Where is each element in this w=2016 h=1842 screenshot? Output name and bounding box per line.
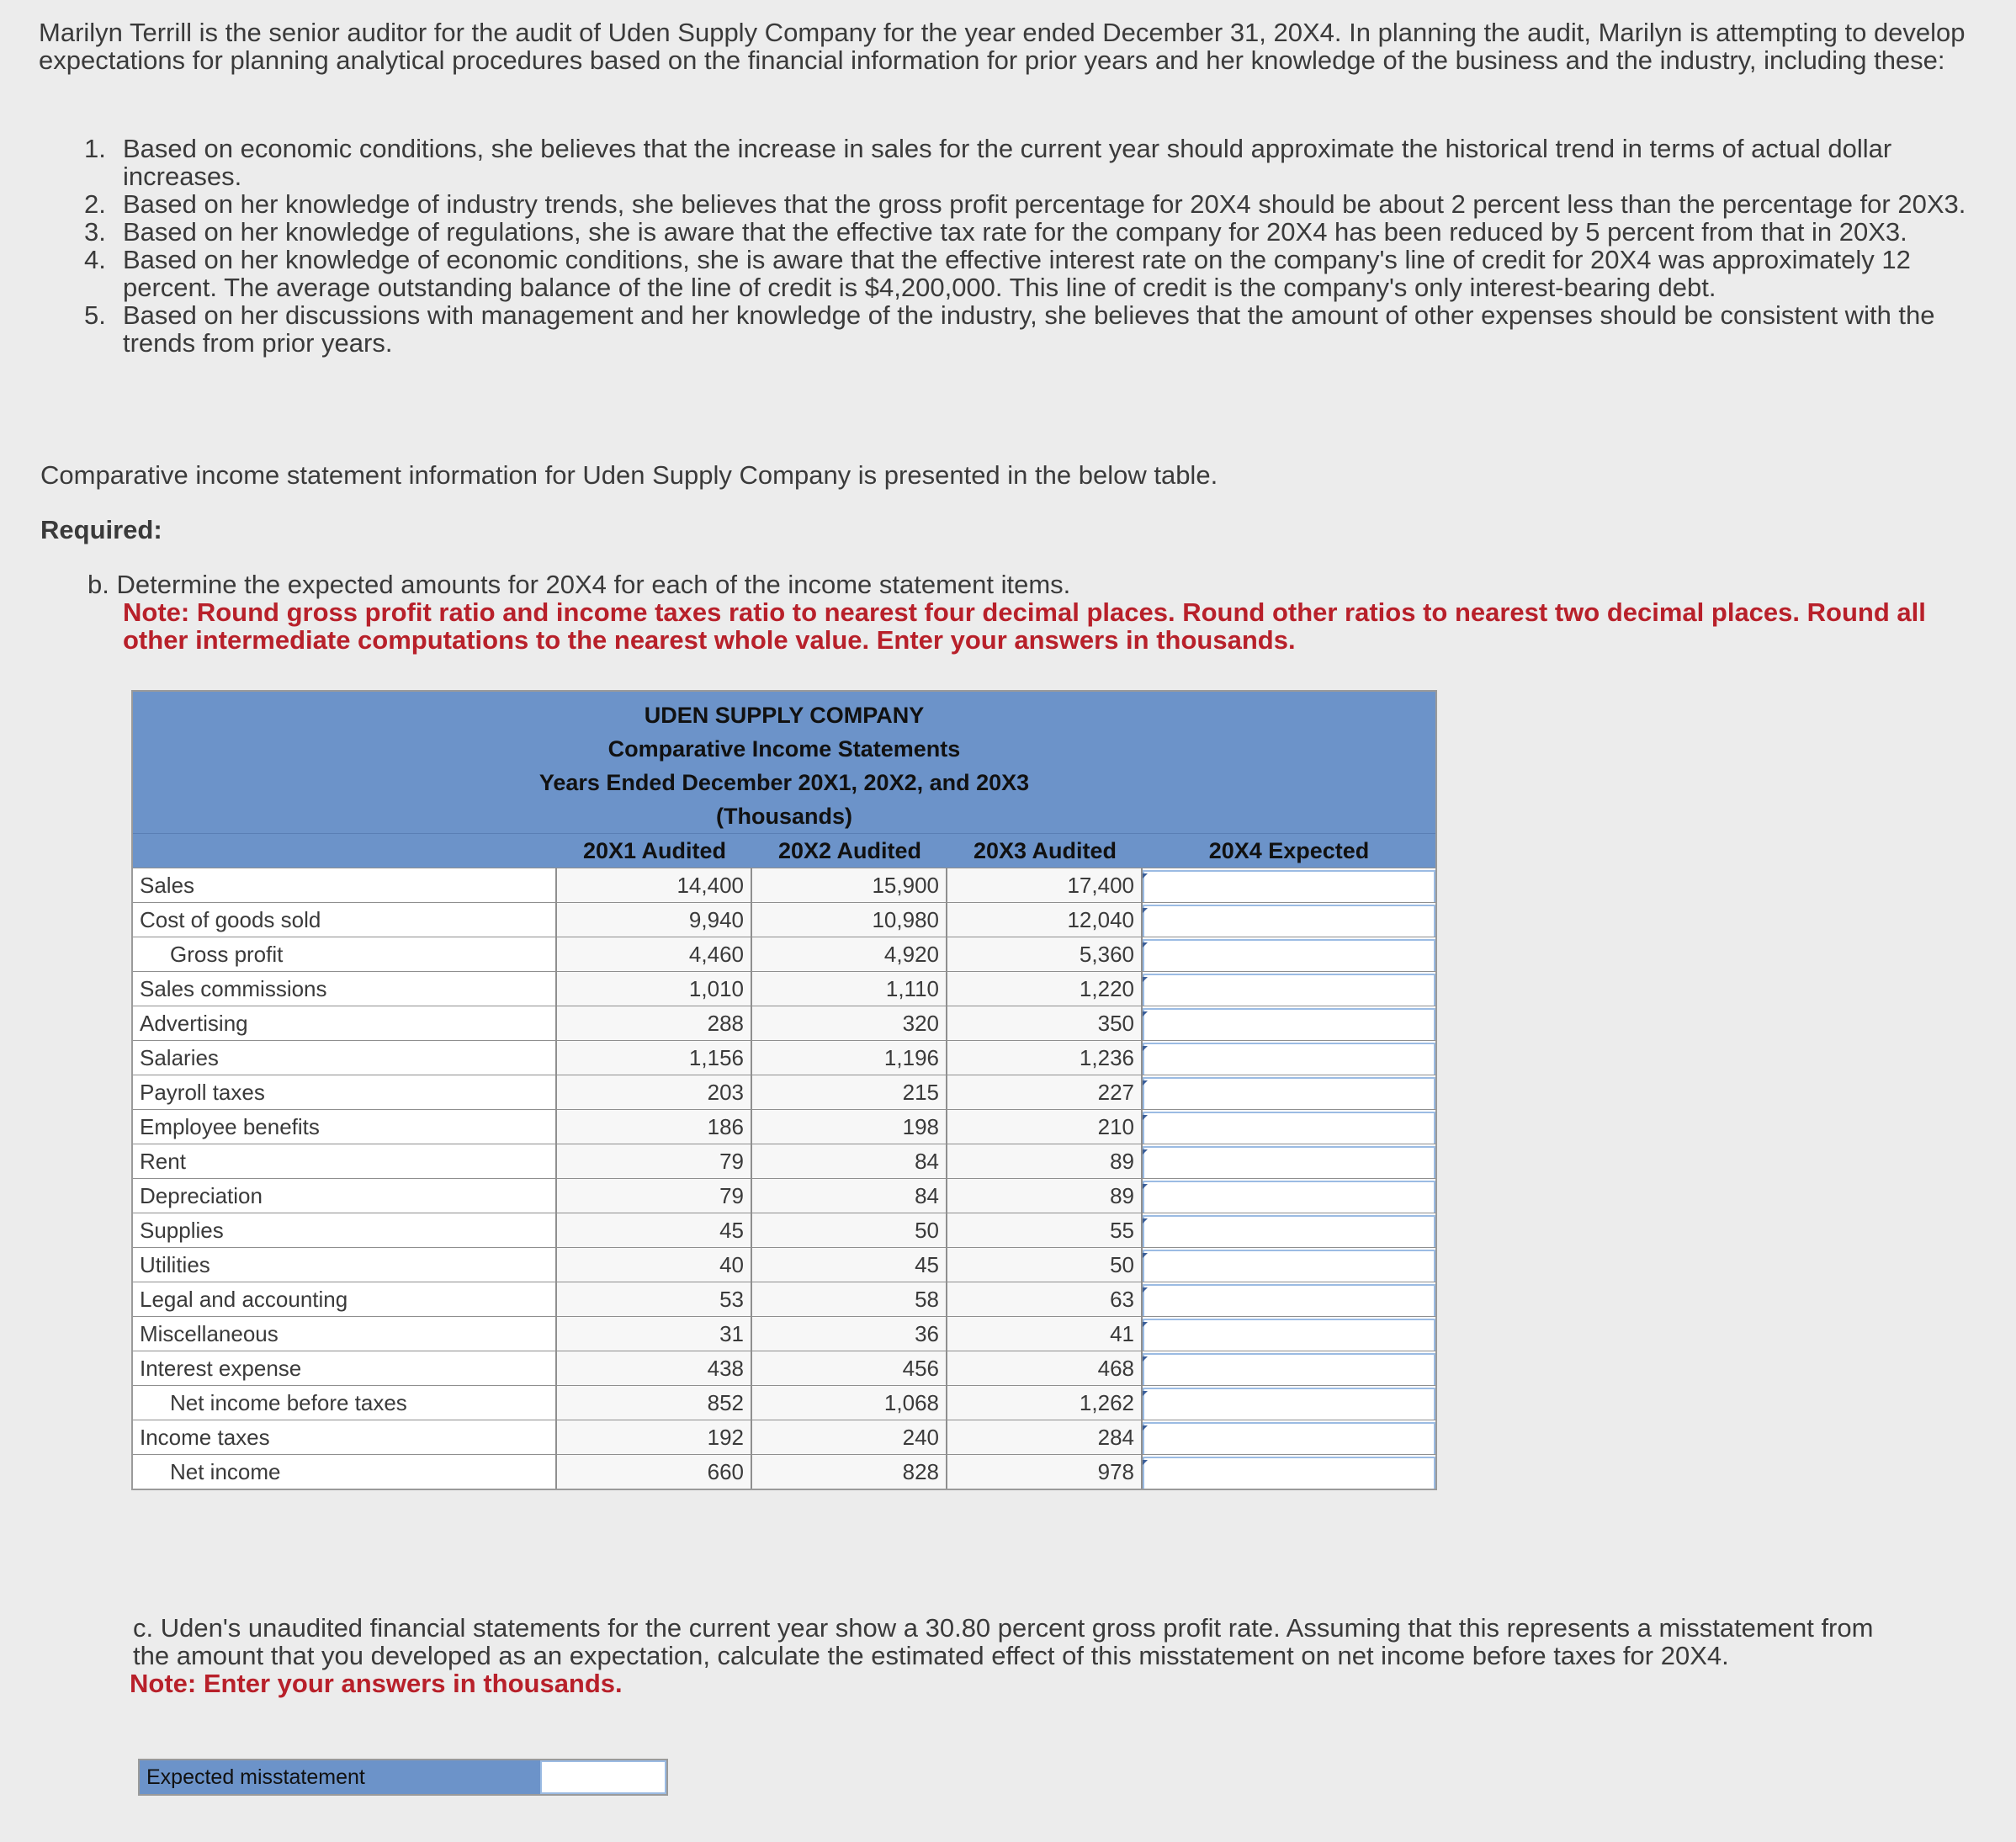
value-cell-20x3: 63 bbox=[947, 1282, 1143, 1316]
part-b-note: Note: Round gross profit ratio and income taxes ratio to nearest four decimal places. Round other ratios to nearest two decimal places. Round all other intermediate computations to the nearest whole value. Enter your answers in thousands. bbox=[123, 597, 1926, 655]
expected-cell bbox=[1143, 1317, 1435, 1351]
expected-cell bbox=[1143, 1006, 1435, 1040]
expected-20x4-input[interactable] bbox=[1143, 1112, 1435, 1144]
expected-cell bbox=[1143, 972, 1435, 1006]
row-label: Employee benefits bbox=[133, 1110, 557, 1144]
table-row bbox=[133, 1316, 1435, 1351]
expected-20x4-input[interactable] bbox=[1143, 1008, 1435, 1040]
row-label: Rent bbox=[133, 1144, 557, 1178]
table-row bbox=[133, 1351, 1435, 1385]
expected-misstatement-label: Expected misstatement bbox=[140, 1760, 540, 1794]
condition-text: Based on her discussions with management and her knowledge of the industry, she believes that the amount of other expenses should be consistent with the trends from prior years. bbox=[123, 300, 1935, 358]
value-cell-20x3: 41 bbox=[947, 1317, 1143, 1351]
expected-20x4-input[interactable] bbox=[1143, 974, 1435, 1006]
condition-text: Based on her knowledge of industry trends, she believes that the gross profit percentage for 20X4 should be about 2 percent less than the percentage for 20X3. bbox=[123, 189, 1966, 219]
value-cell-20x3: 1,262 bbox=[947, 1386, 1143, 1420]
input-marker-icon bbox=[1143, 1287, 1148, 1293]
table-row bbox=[133, 902, 1435, 937]
expected-20x4-input[interactable] bbox=[1143, 905, 1435, 937]
condition-item bbox=[84, 218, 1977, 246]
value-cell-20x1: 14,400 bbox=[557, 868, 752, 902]
expected-20x4-input[interactable] bbox=[1143, 1353, 1435, 1385]
expected-cell bbox=[1143, 903, 1435, 937]
input-marker-icon bbox=[1143, 1425, 1148, 1431]
input-marker-icon bbox=[1143, 873, 1148, 879]
expected-20x4-input[interactable] bbox=[1143, 1146, 1435, 1178]
expected-cell bbox=[1143, 1075, 1435, 1109]
value-cell-20x2: 1,068 bbox=[752, 1386, 947, 1420]
condition-number: 1. bbox=[84, 134, 106, 163]
expected-cell bbox=[1143, 937, 1435, 971]
condition-number: 5. bbox=[84, 300, 106, 330]
value-cell-20x2: 4,920 bbox=[752, 937, 947, 971]
part-c-text: c. Uden's unaudited financial statements for the current year show a 30.80 percent gross profit rate. Assuming that this represents a misstatement from the amount that you developed as an expectation, calculate the estimated effect of this misstatement on net income before taxes for 20X4. bbox=[133, 1613, 1874, 1670]
value-cell-20x1: 53 bbox=[557, 1282, 752, 1316]
value-cell-20x3: 5,360 bbox=[947, 937, 1143, 971]
input-marker-icon bbox=[1143, 942, 1148, 948]
value-cell-20x2: 215 bbox=[752, 1075, 947, 1109]
expected-20x4-input[interactable] bbox=[1143, 1181, 1435, 1213]
value-cell-20x3: 89 bbox=[947, 1144, 1143, 1178]
value-cell-20x3: 1,236 bbox=[947, 1041, 1143, 1075]
value-cell-20x3: 350 bbox=[947, 1006, 1143, 1040]
input-marker-icon bbox=[1143, 908, 1148, 913]
table-row bbox=[133, 1006, 1435, 1040]
table-row bbox=[133, 1075, 1435, 1109]
expected-20x4-input[interactable] bbox=[1143, 1388, 1435, 1420]
value-cell-20x3: 227 bbox=[947, 1075, 1143, 1109]
value-cell-20x1: 1,156 bbox=[557, 1041, 752, 1075]
expected-cell bbox=[1143, 868, 1435, 902]
statement-period: Years Ended December 20X1, 20X2, and 20X3 bbox=[538, 770, 1030, 795]
value-cell-20x2: 58 bbox=[752, 1282, 947, 1316]
value-cell-20x1: 852 bbox=[557, 1386, 752, 1420]
value-cell-20x2: 84 bbox=[752, 1144, 947, 1178]
conditions-list bbox=[84, 135, 1977, 357]
company-name: UDEN SUPPLY COMPANY bbox=[644, 703, 925, 728]
value-cell-20x1: 192 bbox=[557, 1420, 752, 1454]
input-marker-icon bbox=[1143, 1011, 1148, 1017]
table-row bbox=[133, 971, 1435, 1006]
row-label: Utilities bbox=[133, 1248, 557, 1282]
table-row bbox=[133, 1040, 1435, 1075]
expected-cell bbox=[1143, 1386, 1435, 1420]
table-row bbox=[133, 868, 1435, 902]
table-header bbox=[133, 692, 1435, 833]
comparative-text: Comparative income statement information for Uden Supply Company is presented in the below table. bbox=[40, 460, 1218, 490]
table-row bbox=[133, 1109, 1435, 1144]
table-row bbox=[133, 1420, 1435, 1454]
value-cell-20x1: 4,460 bbox=[557, 937, 752, 971]
value-cell-20x3: 17,400 bbox=[947, 868, 1143, 902]
table-row bbox=[133, 1282, 1435, 1316]
value-cell-20x2: 10,980 bbox=[752, 903, 947, 937]
expected-20x4-input[interactable] bbox=[1143, 1284, 1435, 1316]
input-marker-icon bbox=[1143, 1391, 1148, 1396]
row-label: Legal and accounting bbox=[133, 1282, 557, 1316]
intro-paragraph: Marilyn Terrill is the senior auditor for the audit of Uden Supply Company for the year ended December 31, 20X4. In planning the audit, Marilyn is attempting to develop expectations for planning analytical procedures based on the financial information for prior years and her knowledge of the business and the industry, including these: bbox=[39, 18, 1966, 75]
value-cell-20x3: 210 bbox=[947, 1110, 1143, 1144]
expected-20x4-input[interactable] bbox=[1143, 1457, 1435, 1489]
table-row bbox=[133, 937, 1435, 971]
row-label: Sales bbox=[133, 868, 557, 902]
value-cell-20x1: 45 bbox=[557, 1213, 752, 1247]
part-b-instructions bbox=[88, 571, 1939, 654]
column-header-20x1: 20X1 Audited bbox=[582, 838, 727, 863]
expected-20x4-input[interactable] bbox=[1143, 939, 1435, 971]
value-cell-20x2: 15,900 bbox=[752, 868, 947, 902]
value-cell-20x3: 89 bbox=[947, 1179, 1143, 1213]
value-cell-20x2: 456 bbox=[752, 1351, 947, 1385]
table-body bbox=[133, 868, 1435, 1489]
value-cell-20x1: 31 bbox=[557, 1317, 752, 1351]
expected-cell bbox=[1143, 1455, 1435, 1489]
expected-cell bbox=[1143, 1144, 1435, 1178]
part-c-instructions bbox=[130, 1614, 1913, 1697]
input-marker-icon bbox=[1143, 1115, 1148, 1120]
expected-misstatement-row bbox=[138, 1759, 668, 1796]
value-cell-20x1: 40 bbox=[557, 1248, 752, 1282]
expected-20x4-input[interactable] bbox=[1143, 870, 1435, 902]
expected-cell bbox=[1143, 1420, 1435, 1454]
expected-cell bbox=[1143, 1282, 1435, 1316]
expected-misstatement-input[interactable] bbox=[540, 1760, 666, 1794]
value-cell-20x3: 55 bbox=[947, 1213, 1143, 1247]
statement-title: Comparative Income Statements bbox=[607, 736, 961, 762]
condition-number: 4. bbox=[84, 245, 106, 274]
value-cell-20x3: 1,220 bbox=[947, 972, 1143, 1006]
required-label: Required: bbox=[40, 515, 162, 544]
row-label: Gross profit bbox=[133, 937, 557, 971]
input-marker-icon bbox=[1143, 1356, 1148, 1362]
value-cell-20x3: 12,040 bbox=[947, 903, 1143, 937]
table-row bbox=[133, 1385, 1435, 1420]
value-cell-20x2: 84 bbox=[752, 1179, 947, 1213]
value-cell-20x1: 9,940 bbox=[557, 903, 752, 937]
row-label: Cost of goods sold bbox=[133, 903, 557, 937]
part-c-note: Note: Enter your answers in thousands. bbox=[130, 1669, 623, 1698]
value-cell-20x2: 320 bbox=[752, 1006, 947, 1040]
value-cell-20x3: 50 bbox=[947, 1248, 1143, 1282]
row-label: Miscellaneous bbox=[133, 1317, 557, 1351]
input-marker-icon bbox=[1143, 1149, 1148, 1155]
input-marker-icon bbox=[1143, 1184, 1148, 1189]
table-row bbox=[133, 1144, 1435, 1178]
expected-20x4-input[interactable] bbox=[1143, 1077, 1435, 1109]
input-marker-icon bbox=[1143, 1322, 1148, 1327]
row-label: Salaries bbox=[133, 1041, 557, 1075]
table-row bbox=[133, 1454, 1435, 1489]
expected-20x4-input[interactable] bbox=[1143, 1043, 1435, 1075]
input-marker-icon bbox=[1143, 1080, 1148, 1086]
expected-cell bbox=[1143, 1110, 1435, 1144]
income-statement-table bbox=[131, 690, 1437, 1490]
expected-20x4-input[interactable] bbox=[1143, 1319, 1435, 1351]
row-label: Income taxes bbox=[133, 1420, 557, 1454]
value-cell-20x1: 203 bbox=[557, 1075, 752, 1109]
statement-units: (Thousands) bbox=[716, 804, 852, 829]
column-header-label bbox=[133, 834, 557, 868]
row-label: Net income before taxes bbox=[133, 1386, 557, 1420]
input-marker-icon bbox=[1143, 1460, 1148, 1465]
input-marker-icon bbox=[1143, 1253, 1148, 1258]
value-cell-20x2: 36 bbox=[752, 1317, 947, 1351]
value-cell-20x1: 186 bbox=[557, 1110, 752, 1144]
condition-text: Based on her knowledge of economic conditions, she is aware that the effective interest rate on the company's line of credit for 20X4 was approximately 12 percent. The average outstanding balance of the line of credit is $4,200,000. This line of credit is the company's only interest-bearing debt. bbox=[123, 245, 1911, 302]
input-marker-icon bbox=[1143, 1218, 1148, 1224]
value-cell-20x2: 1,196 bbox=[752, 1041, 947, 1075]
expected-20x4-input[interactable] bbox=[1143, 1215, 1435, 1247]
condition-item bbox=[84, 190, 1977, 218]
value-cell-20x1: 288 bbox=[557, 1006, 752, 1040]
value-cell-20x3: 978 bbox=[947, 1455, 1143, 1489]
value-cell-20x1: 79 bbox=[557, 1179, 752, 1213]
expected-cell bbox=[1143, 1213, 1435, 1247]
table-row bbox=[133, 1178, 1435, 1213]
input-marker-icon bbox=[1143, 1046, 1148, 1051]
row-label: Supplies bbox=[133, 1213, 557, 1247]
input-marker-icon bbox=[1143, 977, 1148, 982]
value-cell-20x2: 45 bbox=[752, 1248, 947, 1282]
expected-cell bbox=[1143, 1248, 1435, 1282]
value-cell-20x1: 438 bbox=[557, 1351, 752, 1385]
table-row bbox=[133, 1247, 1435, 1282]
condition-text: Based on economic conditions, she believes that the increase in sales for the current year should approximate the historical trend in terms of actual dollar increases. bbox=[123, 134, 1892, 191]
row-label: Interest expense bbox=[133, 1351, 557, 1385]
expected-cell bbox=[1143, 1351, 1435, 1385]
value-cell-20x2: 198 bbox=[752, 1110, 947, 1144]
condition-number: 3. bbox=[84, 217, 106, 247]
part-b-text: b. Determine the expected amounts for 20X4 for each of the income statement items. bbox=[88, 570, 1071, 599]
value-cell-20x1: 79 bbox=[557, 1144, 752, 1178]
column-header-20x2: 20X2 Audited bbox=[777, 838, 922, 863]
expected-20x4-input[interactable] bbox=[1143, 1250, 1435, 1282]
expected-20x4-input[interactable] bbox=[1143, 1422, 1435, 1454]
table-row bbox=[133, 1213, 1435, 1247]
value-cell-20x3: 468 bbox=[947, 1351, 1143, 1385]
value-cell-20x2: 828 bbox=[752, 1455, 947, 1489]
column-header-20x3: 20X3 Audited bbox=[973, 838, 1117, 863]
value-cell-20x2: 50 bbox=[752, 1213, 947, 1247]
condition-item bbox=[84, 135, 1977, 190]
row-label: Sales commissions bbox=[133, 972, 557, 1006]
row-label: Depreciation bbox=[133, 1179, 557, 1213]
column-header-20x4: 20X4 Expected bbox=[1208, 838, 1370, 863]
condition-item bbox=[84, 301, 1977, 357]
value-cell-20x2: 240 bbox=[752, 1420, 947, 1454]
value-cell-20x3: 284 bbox=[947, 1420, 1143, 1454]
row-label: Advertising bbox=[133, 1006, 557, 1040]
value-cell-20x1: 660 bbox=[557, 1455, 752, 1489]
row-label: Payroll taxes bbox=[133, 1075, 557, 1109]
value-cell-20x2: 1,110 bbox=[752, 972, 947, 1006]
column-headers bbox=[133, 833, 1435, 868]
condition-number: 2. bbox=[84, 189, 106, 219]
expected-cell bbox=[1143, 1179, 1435, 1213]
condition-item bbox=[84, 246, 1977, 301]
expected-cell bbox=[1143, 1041, 1435, 1075]
condition-text: Based on her knowledge of regulations, she is aware that the effective tax rate for the company for 20X4 has been reduced by 5 percent from that in 20X3. bbox=[123, 217, 1907, 247]
value-cell-20x1: 1,010 bbox=[557, 972, 752, 1006]
row-label: Net income bbox=[133, 1455, 557, 1489]
